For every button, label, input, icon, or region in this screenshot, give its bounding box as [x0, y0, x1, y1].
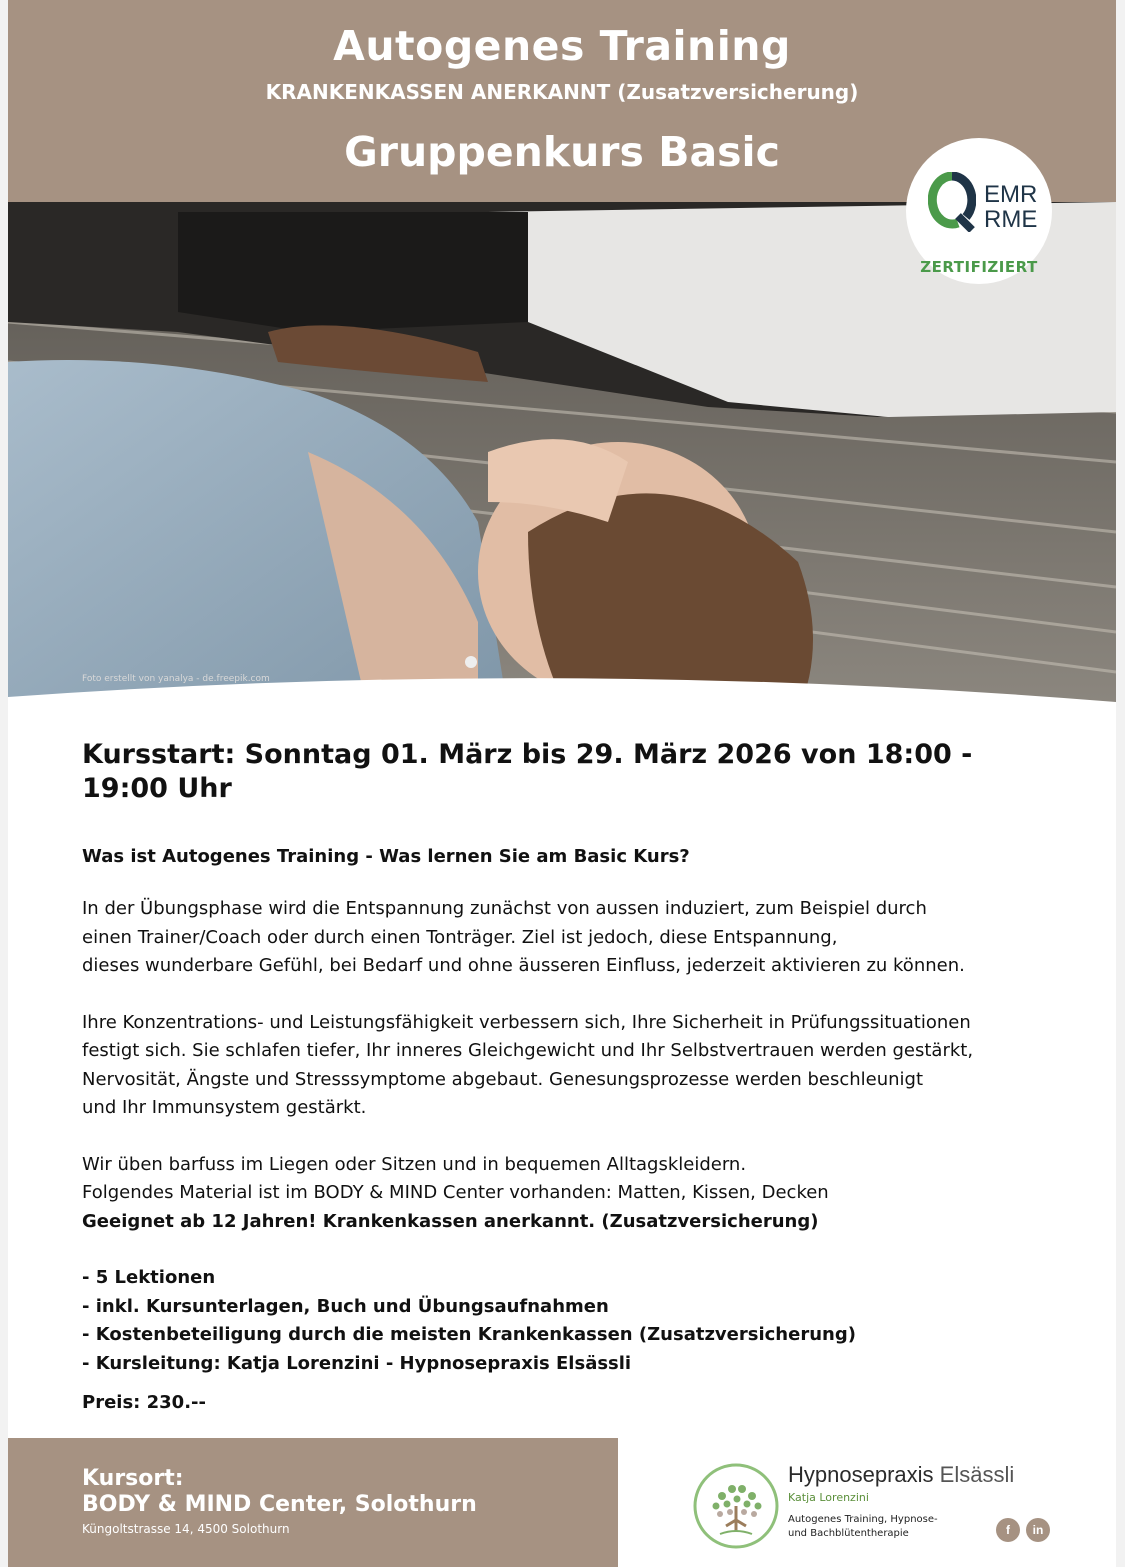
- feature-item: - Kursleitung: Katja Lorenzini - Hypnosepraxis Elsässli: [82, 1352, 632, 1374]
- practice-brand: [692, 1458, 1112, 1558]
- section-question: Was ist Autogenes Training - Was lernen Sie am Basic Kurs?: [82, 846, 690, 867]
- brand-description-line: und Bachblütentherapie: [788, 1528, 909, 1539]
- linkedin-icon[interactable]: in: [1026, 1518, 1050, 1542]
- badge-certified-label: ZERTIFIZIERT: [920, 258, 1038, 276]
- page-subtitle: KRANKENKASSEN ANERKANNT (Zusatzversicherung): [265, 80, 859, 104]
- tree-logo-icon: [692, 1462, 780, 1550]
- paragraph-line: festigt sich. Sie schlafen tiefer, Ihr inneres Gleichgewicht und Ihr Selbstvertrauen werden gestärkt,: [82, 1040, 974, 1061]
- feature-list: [82, 1264, 1062, 1378]
- flyer-page: [8, 0, 1116, 1567]
- relaxation-photo-illustration: [8, 202, 1116, 712]
- paragraph-line: Ihre Konzentrations- und Leistungsfähigkeit verbessern sich, Ihre Sicherheit in Prüfungssituationen: [82, 1011, 971, 1033]
- feature-item: - inkl. Kursunterlagen, Buch und Übungsaufnahmen: [82, 1295, 609, 1317]
- paragraph-line: Folgendes Material ist im BODY & MIND Center vorhanden: Matten, Kissen, Decken: [82, 1182, 829, 1203]
- hero-photo: [8, 202, 1116, 712]
- course-start-date: Kursstart: Sonntag 01. März bis 29. März 2026 von 18:00 - 19:00 Uhr: [82, 739, 973, 804]
- location-name: BODY & MIND Center, Solothurn: [82, 1492, 477, 1517]
- emr-q-logo-icon: [928, 172, 976, 232]
- suitability-note: Geeignet ab 12 Jahren! Krankenkassen anerkannt. (Zusatzversicherung): [82, 1210, 819, 1232]
- paragraph-line: In der Übungsphase wird die Entspannung zunächst von aussen induziert, zum Beispiel durch: [82, 898, 927, 919]
- badge-line-emr: EMR: [984, 181, 1038, 208]
- page-title: Autogenes Training: [333, 22, 791, 70]
- paragraph-line: Nervosität, Ängste und Stresssymptome abgebaut. Genesungsprozesse werden beschleunigt: [82, 1068, 924, 1090]
- course-type-heading: Gruppenkurs Basic: [344, 128, 780, 176]
- brand-person-name: Katja Lorenzini: [788, 1491, 869, 1504]
- footer-curve: [568, 1438, 638, 1567]
- location-banner: [8, 1438, 618, 1567]
- paragraph-benefits: [82, 1009, 1062, 1123]
- facebook-icon[interactable]: f: [996, 1518, 1020, 1542]
- paragraph-line: einen Trainer/Coach oder durch einen Tonträger. Ziel ist jedoch, diese Entspannung,: [82, 926, 838, 948]
- location-label: Kursort:: [82, 1466, 184, 1491]
- course-price: Preis: 230.--: [82, 1392, 206, 1413]
- emr-certified-badge: [906, 138, 1052, 284]
- brand-description-line: Autogenes Training, Hypnose-: [788, 1514, 938, 1525]
- course-details: [82, 738, 1062, 1413]
- location-address: Küngoltstrasse 14, 4500 Solothurn: [82, 1522, 290, 1536]
- feature-item: - 5 Lektionen: [82, 1267, 216, 1288]
- photo-credit: Foto erstellt von yanalya - de.freepik.com: [82, 674, 270, 684]
- paragraph-practice: [82, 895, 1062, 981]
- paragraph-line: Wir üben barfuss im Liegen oder Sitzen und in bequemen Alltagskleidern.: [82, 1153, 747, 1175]
- feature-item: - Kostenbeteiligung durch die meisten Krankenkassen (Zusatzversicherung): [82, 1324, 856, 1345]
- paragraph-line: und Ihr Immunsystem gestärkt.: [82, 1097, 367, 1118]
- badge-line-rme: RME: [984, 206, 1038, 233]
- paragraph-line: dieses wunderbare Gefühl, bei Bedarf und ohne äusseren Einfluss, jederzeit aktivieren zu können.: [82, 955, 965, 976]
- brand-name-secondary: Elsässli: [939, 1462, 1015, 1487]
- paragraph-material: [82, 1151, 1062, 1237]
- brand-name-primary: Hypnosepraxis: [788, 1462, 934, 1487]
